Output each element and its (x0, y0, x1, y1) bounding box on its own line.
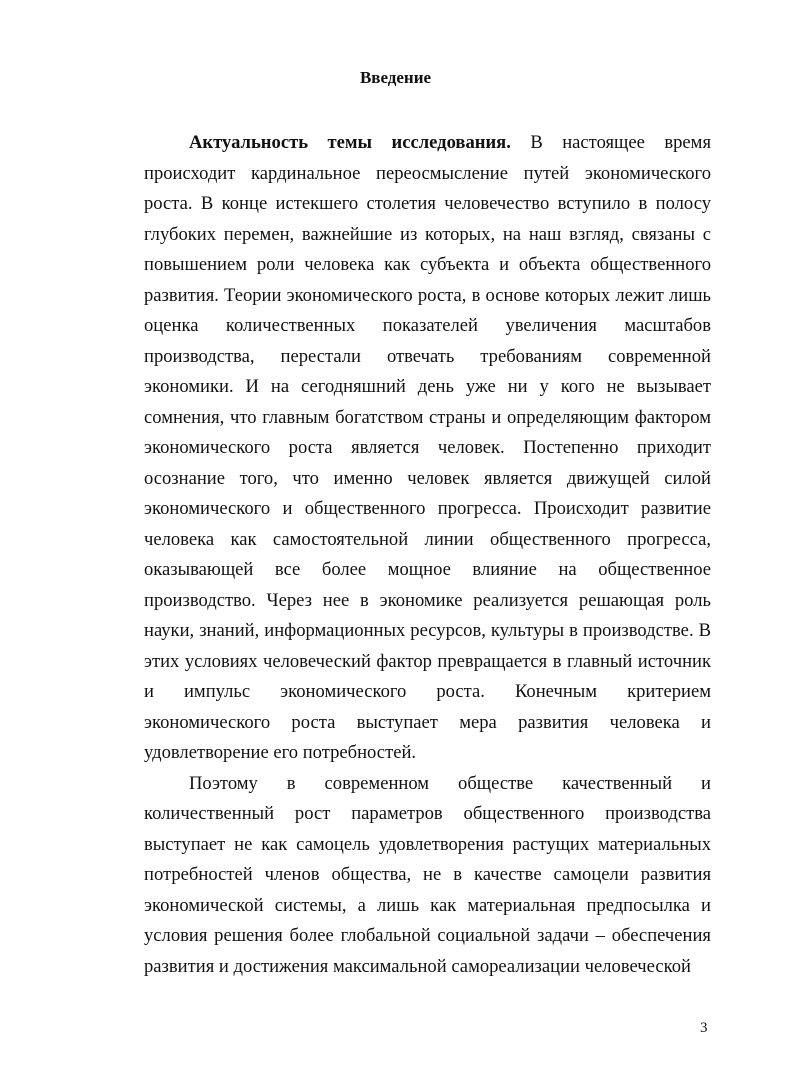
paragraph-therefore (144, 769, 711, 983)
paragraph-lead: Актуальность темы исследования. (189, 132, 511, 153)
page-number: 3 (700, 1020, 708, 1036)
paragraph-text: В настоящее время происходит кардинальное переосмысление путей экономического роста. В конце истекшего столетия человечество вступило в полосу глубоких перемен, важнейшие из которых, на наш взгляд, связаны с повышением роли человека как субъекта и объекта общественного развития. Теории экономического роста, в основе которых лежит лишь оценка количественных показателей увеличения масштабов производства, перестали отвечать требованиям современной экономики. И на сегодняшний день уже ни у кого не вызывает сомнения, что главным богатством страны и определяющим фактором экономического роста является человек. Постепенно приходит осознание того, что именно человек является движущей силой экономического и общественного прогресса. Происходит развитие человека как самостоятельной линии общественного прогресса, оказывающей все более мощное влияние на общественное производство. Через нее в экономике реализуется решающая роль науки, знаний, информационных ресурсов, культуры в производстве. В этих условиях человеческий фактор превращается в главный источник и импульс экономического роста. Конечным критерием экономического роста выступает мера развития человека и удовлетворение его потребностей. (144, 132, 711, 763)
section-title: Введение (359, 68, 432, 87)
paragraph-relevance (144, 128, 711, 769)
paragraph-text: Поэтому в современном обществе качественный и количественный рост параметров общественного производства выступает не как самоцель удовлетворения растущих материальных потребностей членов общества, не в качестве самоцели развития экономической системы, а лишь как материальная предпосылка и условия решения более глобальной социальной задачи – обеспечения развития и достижения максимальной самореализации человеческой (144, 772, 711, 977)
body-text (144, 128, 711, 982)
